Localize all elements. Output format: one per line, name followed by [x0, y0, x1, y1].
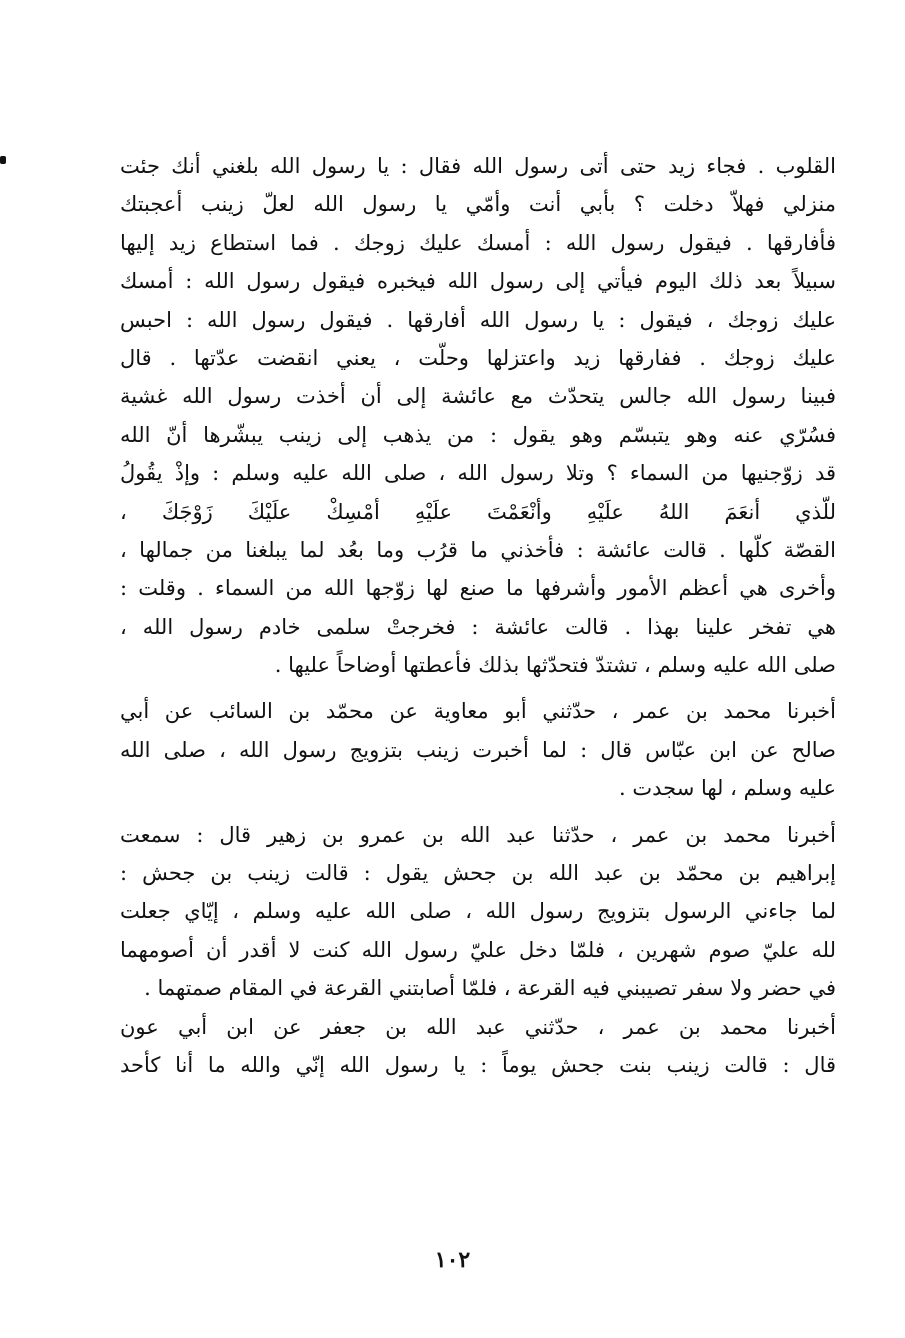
text-line: عليك زوجك . ففارقها زيد واعتزلها وحلّت ، يعني انقضت عدّتها . قال	[120, 345, 836, 370]
text-line: القلوب . فجاء زيد حتى أتى رسول الله فقال : يا رسول الله بلغني أنك جئت	[120, 154, 836, 178]
text-line: فسُرّي عنه وهو يتبسّم وهو يقول : من يذهب إلى زينب يبشّرها أنّ الله	[120, 422, 836, 447]
paragraph-2	[120, 692, 836, 807]
text-line: صلى الله عليه وسلم ، تشتدّ فتحدّثها بذلك فأعطتها أوضاحاً عليها .	[274, 653, 836, 678]
text-line: إبراهيم بن محمّد بن عبد الله بن جحش يقول : قالت زينب بن جحش :	[120, 861, 836, 886]
margin-ink-mark	[0, 156, 6, 164]
text-line: قال : قالت زينب بنت جحش يوماً : يا رسول الله إنّي والله ما أنا كأحد	[120, 1052, 836, 1077]
paragraph-spacing	[120, 684, 836, 692]
paragraph-1	[120, 147, 836, 684]
text-line: منزلي فهلاّ دخلت ؟ بأبي أنت وأمّي يا رسول الله لعلّ زينب أعجبتك	[120, 192, 836, 217]
body-text	[120, 147, 836, 1084]
text-line: هي تفخر علينا بهذا . قالت عائشة : فخرجتْ سلمى خادم رسول الله ،	[120, 614, 836, 639]
text-line: صالح عن ابن عبّاس قال : لما أخبرت زينب بتزويج رسول الله ، صلى الله	[120, 737, 836, 762]
page-number: ١٠٢	[434, 1247, 471, 1273]
text-line: لما جاءني الرسول بتزويج رسول الله ، صلى الله عليه وسلم ، إيّاي جعلت	[120, 899, 836, 924]
paragraph-spacing	[120, 808, 836, 816]
text-line: أخبرنا محمد بن عمر ، حدّثني أبو معاوية عن محمّد بن السائب عن أبي	[120, 699, 836, 724]
text-line: سبيلاً بعد ذلك اليوم فيأتي إلى رسول الله فيخبره فيقول رسول الله : أمسك	[120, 269, 836, 294]
text-line: في حضر ولا سفر تصيبني فيه القرعة ، فلمّا أصابتني القرعة في المقام صمتهما .	[144, 976, 836, 1001]
text-line: القصّة كلّها . قالت عائشة : فأخذني ما قرُب وما بعُد لما يبلغنا من جمالها ،	[120, 537, 836, 562]
text-line: لله عليّ صوم شهرين ، فلمّا دخل عليّ رسول الله كنت لا أقدر أن أصومهما	[120, 937, 836, 962]
text-line: عليه وسلم ، لها سجدت .	[619, 776, 836, 801]
text-line: فأفارقها . فيقول رسول الله : أمسك عليك زوجك . فما استطاع زيد إليها	[120, 230, 836, 255]
text-line: أخبرنا محمد بن عمر ، حدّثني عبد الله بن جعفر عن ابن أبي عون	[120, 1014, 836, 1039]
text-line: وأخرى هي أعظم الأمور وأشرفها ما صنع لها زوّجها الله من السماء . وقلت :	[120, 576, 836, 601]
text-line: للّذي أنعَمَ اللهُ علَيْهِ وأنْعَمْتَ علَيْهِ أمْسِكْ علَيْكَ زَوْجَكَ ،	[120, 499, 836, 524]
paragraph-4	[120, 1008, 836, 1085]
text-line: قد زوّجنيها من السماء ؟ وتلا رسول الله ، صلى الله عليه وسلم : وإذْ يقُولُ	[120, 461, 836, 486]
text-line: أخبرنا محمد بن عمر ، حدّثنا عبد الله بن عمرو بن زهير قال : سمعت	[120, 822, 836, 847]
text-line: عليك زوجك ، فيقول : يا رسول الله أفارقها . فيقول رسول الله : احبس	[120, 307, 836, 332]
text-line: فبينا رسول الله جالس يتحدّث مع عائشة إلى أن أخذت رسول الله غشية	[120, 384, 836, 409]
paragraph-3	[120, 816, 836, 1008]
